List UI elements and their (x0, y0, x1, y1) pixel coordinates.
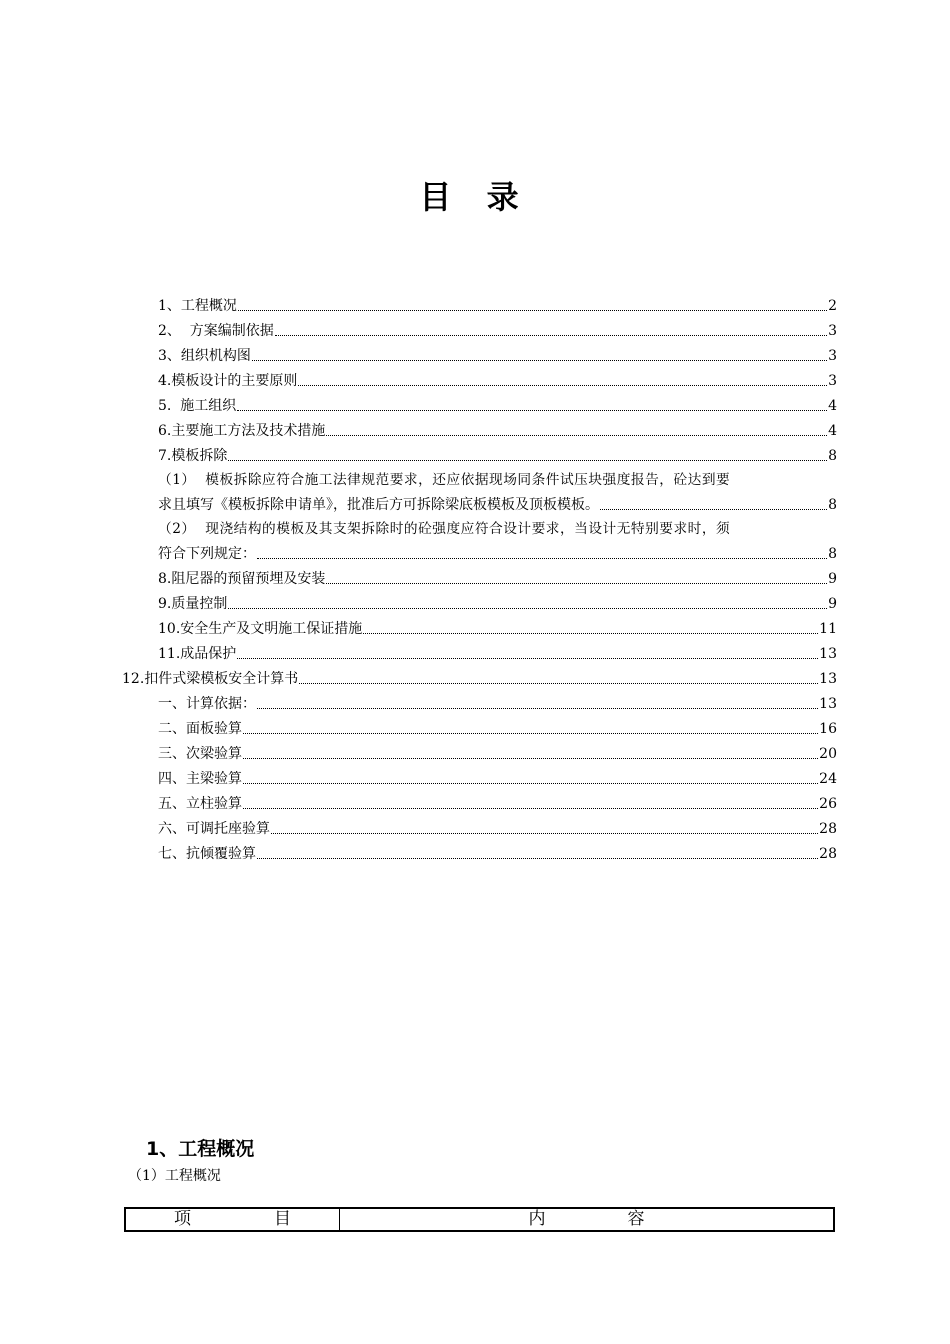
toc-entry-label: 符合下列规定： (158, 546, 256, 562)
toc-entry-page: 2 (828, 298, 837, 314)
toc-entry-page: 3 (828, 348, 837, 364)
toc-leader (252, 359, 827, 361)
toc-entry-page: 4 (828, 423, 837, 439)
toc-entry[interactable] (158, 446, 837, 466)
toc-leader (228, 459, 827, 461)
toc-leader (228, 607, 827, 609)
toc-entry[interactable] (158, 321, 837, 341)
toc-entry[interactable] (158, 694, 837, 714)
toc-leader (600, 508, 827, 510)
toc-entry-page: 20 (819, 746, 837, 762)
toc-entry-label: 求且填写《模板拆除申请单》，批准后方可拆除梁底板模板及顶板模板。 (158, 497, 599, 513)
toc-entry-page: 13 (819, 696, 837, 712)
toc-entry[interactable] (158, 844, 837, 864)
toc-entry-page: 11 (819, 621, 837, 637)
toc-entry[interactable] (158, 769, 837, 789)
toc-entry[interactable] (158, 495, 837, 515)
toc-entry[interactable] (158, 644, 837, 664)
toc-entry-label: 二、面板验算 (158, 721, 242, 737)
toc-entry-page: 8 (828, 497, 837, 513)
toc-entry-page: 4 (828, 398, 837, 414)
toc-entry-page: 16 (819, 721, 837, 737)
table-header-content (340, 1209, 833, 1230)
toc-entry-label: 四、主梁验算 (158, 771, 242, 787)
toc-entry-label: 8.阻尼器的预留预埋及安装 (158, 571, 326, 587)
table-header-text: 内 (528, 1209, 546, 1229)
toc-entry[interactable] (158, 544, 837, 564)
toc-entry-label: 7.模板拆除 (158, 448, 228, 464)
toc-entry[interactable] (158, 719, 837, 739)
toc-entry-page: 24 (819, 771, 837, 787)
toc-entry-first-line[interactable]: （2） 现浇结构的模板及其支架拆除时的砼强度应符合设计要求，当设计无特别要求时，须 (158, 521, 731, 537)
toc-entry-page: 28 (819, 821, 837, 837)
toc-entry-page: 28 (819, 846, 837, 862)
toc-leader (257, 557, 827, 559)
toc-leader (326, 434, 827, 436)
toc-entry-label: 5. 施工组织 (158, 398, 237, 414)
table-header-text: 目 (274, 1209, 291, 1229)
page-title: 目 录 (419, 178, 531, 216)
toc-leader (298, 384, 827, 386)
toc-entry-page: 3 (828, 323, 837, 339)
toc-leader (237, 657, 818, 659)
toc-entry[interactable] (158, 594, 837, 614)
toc-leader (243, 732, 818, 734)
toc-leader (257, 857, 818, 859)
toc-leader (238, 309, 827, 311)
section-heading: 1、工程概况 (146, 1138, 255, 1160)
toc-entry[interactable] (122, 669, 837, 689)
toc-entry-label: 10.安全生产及文明施工保证措施 (158, 621, 363, 637)
toc-entry-page: 13 (819, 671, 837, 687)
toc-entry[interactable] (158, 371, 837, 391)
toc-leader (275, 334, 827, 336)
toc-leader (243, 757, 818, 759)
toc-entry[interactable] (158, 569, 837, 589)
toc-entry[interactable] (158, 421, 837, 441)
toc-entry-label: 4.模板设计的主要原则 (158, 373, 298, 389)
toc-entry[interactable] (158, 346, 837, 366)
table-header-item (126, 1209, 340, 1230)
toc-leader (237, 409, 827, 411)
toc-entry-label: 三、次梁验算 (158, 746, 242, 762)
table-header-text: 项 (174, 1209, 191, 1229)
toc-entry-label: 六、可调托座验算 (158, 821, 270, 837)
toc-entry-first-line[interactable]: （1） 模板拆除应符合施工法律规范要求，还应依据现场同条件试压块强度报告，砼达到要 (158, 472, 731, 488)
toc-entry-page: 9 (828, 596, 837, 612)
toc-entry-label: 一、计算依据： (158, 696, 256, 712)
toc-entry-label: 11.成品保护 (158, 646, 237, 662)
toc-leader (299, 682, 818, 684)
toc-entry-label: 12.扣件式梁模板安全计算书 (122, 671, 299, 687)
toc-entry-page: 3 (828, 373, 837, 389)
project-info-table (124, 1207, 835, 1232)
toc-leader (243, 807, 818, 809)
toc-entry-page: 9 (828, 571, 837, 587)
toc-entry-page: 13 (819, 646, 837, 662)
toc-entry-page: 8 (828, 546, 837, 562)
toc-entry-label: 2、 方案编制依据 (158, 323, 274, 339)
toc-entry-label: 1、工程概况 (158, 298, 237, 314)
toc-entry-label: 3、组织机构图 (158, 348, 251, 364)
toc-entry[interactable] (158, 744, 837, 764)
toc-entry[interactable] (158, 296, 837, 316)
toc-leader (243, 782, 818, 784)
toc-entry-page: 8 (828, 448, 837, 464)
toc-leader (326, 582, 827, 584)
sub-heading: （1）工程概况 (128, 1168, 221, 1184)
toc-entry-label: 6.主要施工方法及技术措施 (158, 423, 326, 439)
toc-entry-label: 五、立柱验算 (158, 796, 242, 812)
toc-entry-label: 七、抗倾覆验算 (158, 846, 256, 862)
toc-entry[interactable] (158, 619, 837, 639)
toc-entry[interactable] (158, 819, 837, 839)
toc-entry-page: 26 (819, 796, 837, 812)
toc-leader (271, 832, 818, 834)
toc-entry[interactable] (158, 396, 837, 416)
toc-entry[interactable] (158, 794, 837, 814)
table-header-text: 容 (627, 1209, 645, 1229)
toc-leader (257, 707, 818, 709)
toc-entry-label: 9.质量控制 (158, 596, 228, 612)
toc-leader (363, 632, 818, 634)
